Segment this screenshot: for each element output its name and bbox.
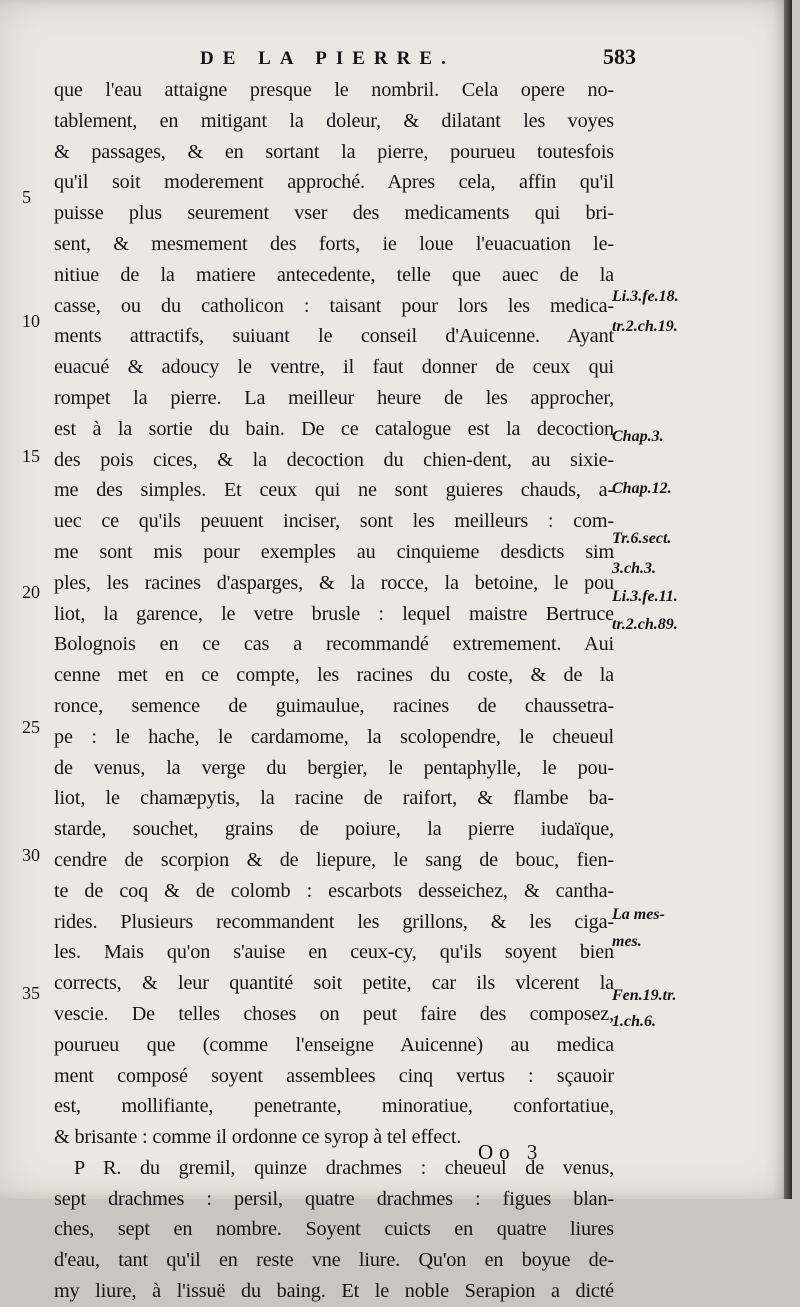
text-line: ments attractifs, suiuant le conseil d'Auicenne. Ayant (54, 325, 614, 348)
margin-note: tr.2.ch.19. (612, 318, 678, 335)
margin-note: tr.2.ch.89. (612, 616, 678, 633)
text-line: liot, la garence, le vetre brusle : lequel maistre Bertruce (54, 602, 614, 625)
text-line: & passages, & en sortant la pierre, pourueu toutesfois (54, 140, 614, 163)
line-number: 30 (22, 845, 40, 865)
text-line: rompet la pierre. La meilleur heure de les approcher, (54, 386, 614, 409)
text-line: ples, les racines d'asparges, & la rocce, la betoine, le pou (54, 571, 614, 594)
text-line: te de coq & de colomb : escarbots desseichez, & cantha- (54, 879, 614, 902)
text-line: ment composé soyent assemblees cinq vertus : sçauoir (54, 1064, 614, 1087)
text-line: de venus, la verge du bergier, le pentaphylle, le pou- (54, 756, 614, 779)
text-line: uec ce qu'ils peuuent inciser, sont les meilleurs : com- (54, 510, 614, 533)
running-header (0, 44, 792, 74)
text-line: cendre de scorpion & de liepure, le sang de bouc, fien- (54, 848, 614, 871)
margin-note: 1.ch.6. (612, 1013, 656, 1030)
line-number: 5 (22, 187, 31, 207)
line-number: 15 (22, 446, 40, 466)
text-line: les. Mais qu'on s'auise en ceux-cy, qu'ils soyent bien (54, 941, 614, 964)
text-line: d'eau, tant qu'il en reste vne liure. Qu'on en boyue de- (54, 1249, 614, 1272)
text-line: Bolognois en ce cas a recommandé extremement. Aui (54, 633, 614, 656)
text-line: est, mollifiante, penetrante, minoratiue, confortatiue, (54, 1095, 614, 1118)
text-line: ronce, semence de guimaulue, racines de chaussetra- (54, 694, 614, 717)
margin-note: Tr.6.sect. (612, 530, 672, 547)
text-line: & brisante : comme il ordonne ce syrop à tel effect. (54, 1126, 462, 1149)
text-line: tablement, en mitigant la doleur, & dilatant les voyes (54, 109, 614, 132)
text-line: me sont mis pour exemples au cinquieme desdicts sim (54, 540, 614, 563)
margin-note: Fen.19.tr. (612, 987, 677, 1004)
margin-note: Chap.3. (612, 428, 664, 445)
running-title: DE LA PIERRE. (200, 48, 455, 69)
text-line: pourueu que (comme l'enseigne Auicenne) au medica (54, 1033, 614, 1056)
text-line: P R. du gremil, quinze drachmes : cheueul de venus, (74, 1156, 614, 1179)
text-line: my liure, à l'issuë du baing. Et le noble Serapion a dicté (54, 1280, 614, 1303)
text-line: euacué & adoucy le ventre, il faut donner de ceux qui (54, 356, 614, 379)
text-line: sept drachmes : persil, quatre drachmes : figues blan- (54, 1187, 614, 1210)
text-line: cenne met en ce compte, les racines du coste, & de la (54, 664, 614, 687)
text-line: est à la sortie du bain. De ce catalogue est la decoction (54, 417, 614, 440)
text-line: ches, sept en nombre. Soyent cuicts en quatre liures (54, 1218, 614, 1241)
text-line: des pois cices, & la decoction du chien-dent, au sixie- (54, 448, 614, 471)
line-number: 10 (22, 311, 40, 331)
text-line: me des simples. Et ceux qui ne sont guieres chauds, a- (54, 479, 614, 502)
text-line: casse, ou du catholicon : taisant pour lors les medica- (54, 294, 614, 317)
margin-note: Li.3.fe.18. (612, 288, 679, 305)
line-number: 25 (22, 717, 40, 737)
text-line: nitiue de la matiere antecedente, telle que auec de la (54, 263, 614, 286)
text-line: corrects, & leur quantité soit petite, car ils vlcerent la (54, 972, 614, 995)
margin-note: Chap.12. (612, 480, 672, 497)
text-line: vescie. De telles choses on peut faire des composez, (54, 1002, 614, 1025)
margin-note: Li.3.fe.11. (612, 588, 678, 605)
text-line: puisse plus seurement vser des medicaments qui bri- (54, 202, 614, 225)
margin-note: La mes- (612, 906, 665, 923)
page-edge-shadow (784, 0, 792, 1199)
page-number: 583 (603, 44, 636, 69)
text-line: pe : le hache, le cardamome, la scolopendre, le cheueul (54, 725, 614, 748)
body-text (54, 75, 614, 1307)
text-line: sent, & mesmement des forts, ie loue l'euacuation le- (54, 232, 614, 255)
margin-note: 3.ch.3. (612, 560, 656, 577)
text-line: liot, le chamæpytis, la racine de raifort, & flambe ba- (54, 787, 614, 810)
line-number: 20 (22, 582, 40, 602)
margin-note: mes. (612, 933, 642, 950)
text-line: qu'il soit moderement approché. Apres cela, affin qu'il (54, 171, 614, 194)
text-line: starde, souchet, grains de poiure, la pierre iudaïque, (54, 818, 614, 841)
text-line: rides. Plusieurs recommandent les grillons, & les ciga- (54, 910, 614, 933)
line-number: 35 (22, 983, 40, 1003)
signature-mark: Oo 3 (478, 1140, 544, 1164)
text-line: que l'eau attaigne presque le nombril. Cela opere no- (54, 79, 614, 101)
